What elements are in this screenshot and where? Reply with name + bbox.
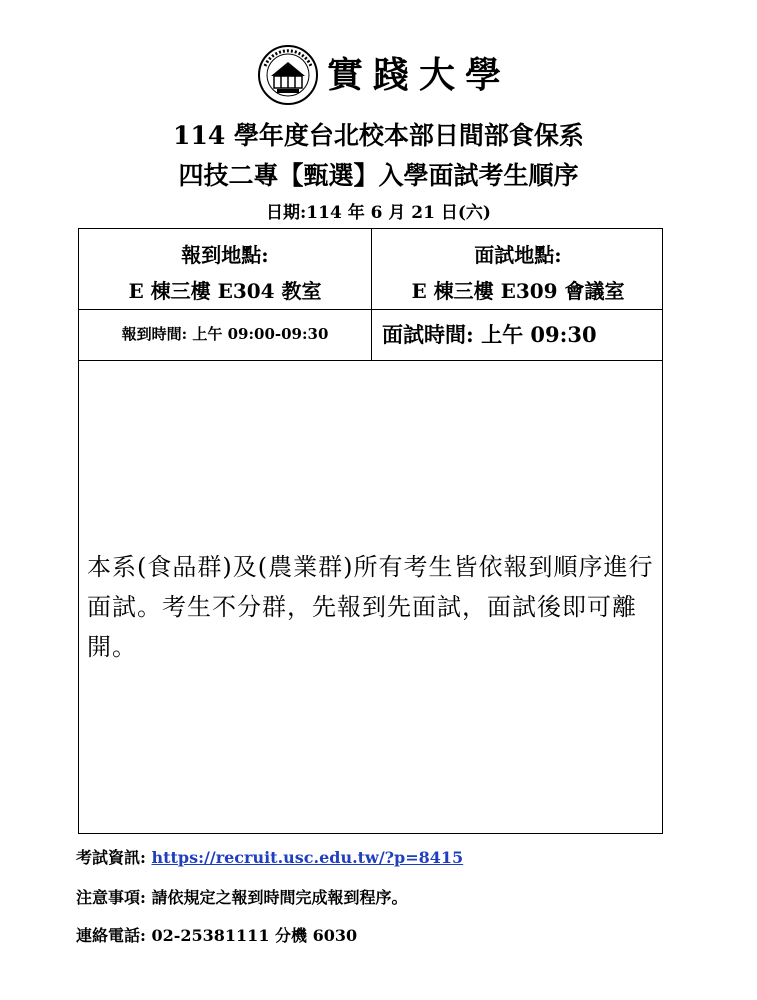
university-name: 實踐大學 [327,54,512,96]
checkin-time: 報到時間: 上午 09:00-09:30 [121,325,329,343]
checkin-location-value: E 棟三樓 E304 教室 [128,279,322,303]
checkin-location-label: 報到地點: [181,243,269,267]
exam-info-label: 考試資訊: [76,848,152,867]
exam-info-link[interactable]: https://recruit.usc.edu.tw/?p=8415 [151,848,464,867]
exam-info [76,845,463,868]
table-divider-row2 [79,360,662,361]
interview-location-label: 面試地點: [474,243,562,267]
interview-info-table [78,228,663,834]
university-seal-icon [257,44,319,106]
interview-date: 日期:114 年 6 月 21 日(六) [266,203,491,223]
university-logo [257,44,512,106]
table-divider-row1 [79,309,662,310]
page-title-line2: 四技二專【甄選】入學面試考生順序 [178,161,579,190]
page-title-line1: 114 學年度台北校本部日間部食保系 [173,121,584,150]
interview-location-value: E 棟三樓 E309 會議室 [411,279,625,303]
notice: 注意事項: 請依規定之報到時間完成報到程序。 [76,888,408,907]
interview-time: 面試時間: 上午 09:30 [382,322,597,347]
contact-phone: 連絡電話: 02-25381111 分機 6030 [76,926,358,945]
interview-note: 本系(食品群)及(農業群)所有考生皆依報到順序進行面試。考生不分群，先報到先面試，面試後即可離開。 [87,553,654,661]
